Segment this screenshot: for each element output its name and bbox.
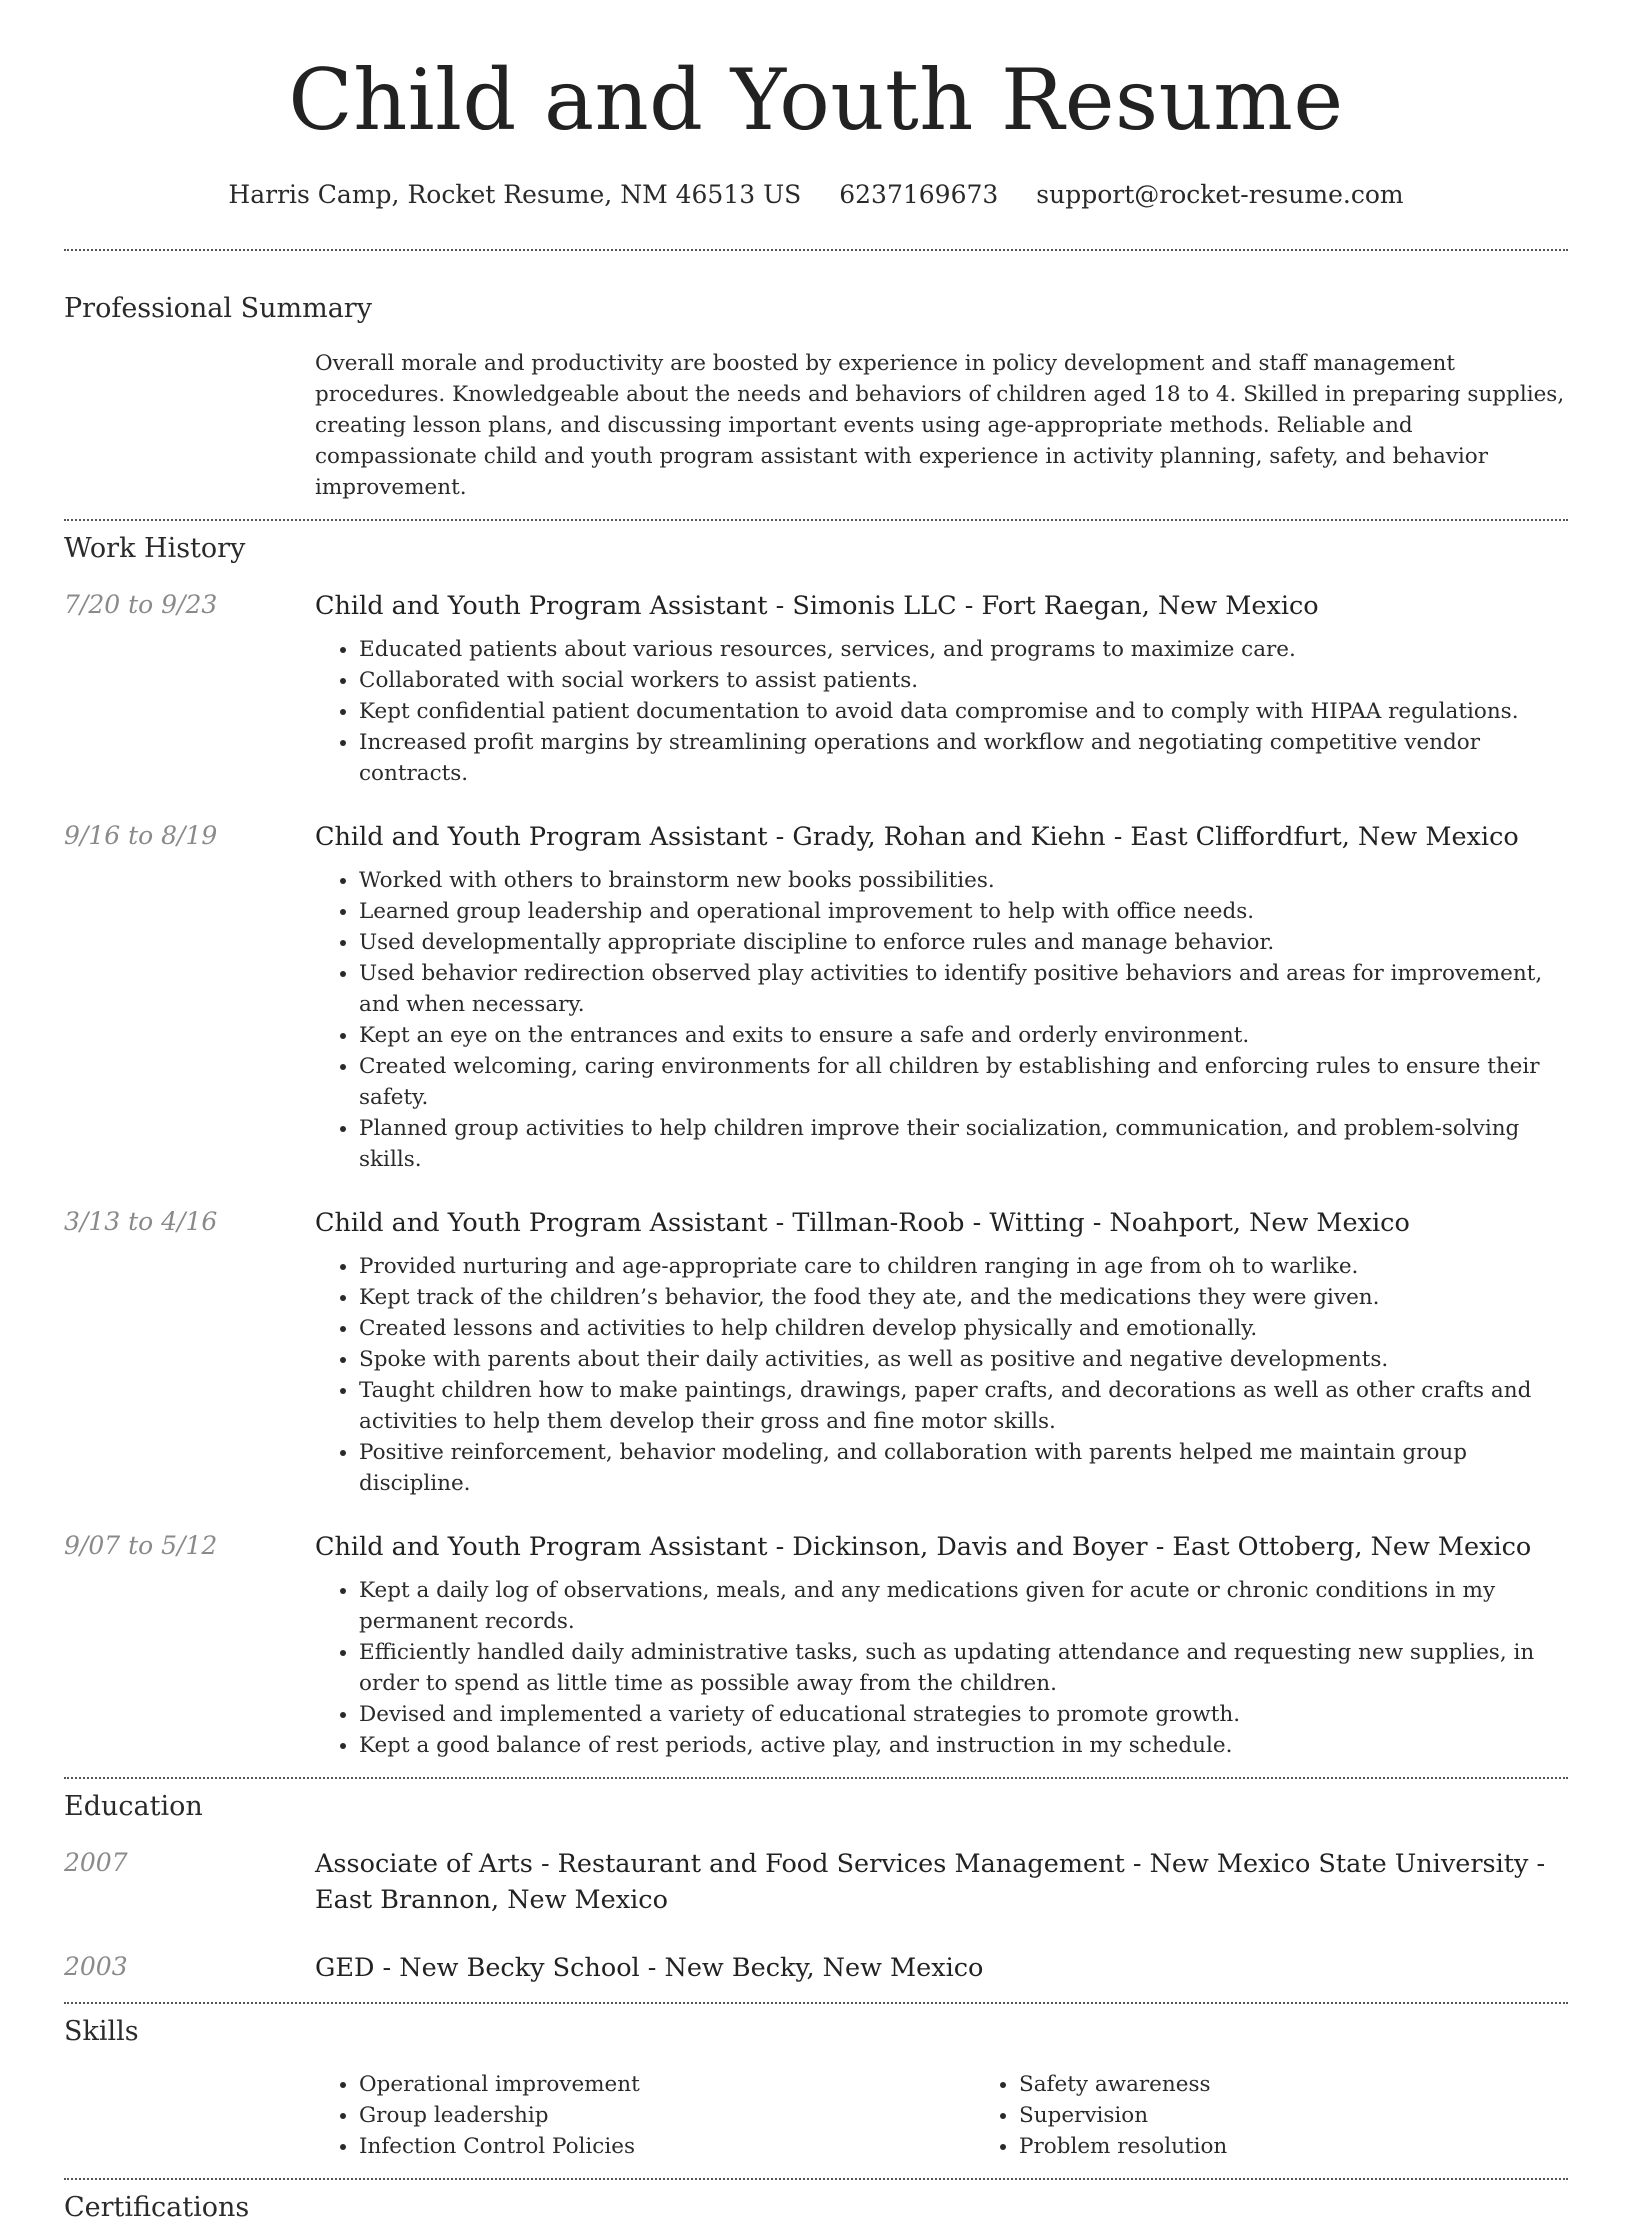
skill-item: • Infection Control Policies xyxy=(359,2131,975,2162)
contact-line xyxy=(64,178,1568,212)
job-bullet: • Spoke with parents about their daily activities, as well as positive and negative developments. xyxy=(359,1344,1568,1375)
skills-list-col1 xyxy=(315,2069,975,2162)
section-divider xyxy=(64,2002,1568,2004)
job-bullet: • Created lessons and activities to help children develop physically and emotionally. xyxy=(359,1313,1568,1344)
job-bullet: • Created welcoming, caring environments for all children by establishing and enforcing rules to ensure their safety. xyxy=(359,1051,1568,1113)
job-bullet: • Used developmentally appropriate discipline to enforce rules and manage behavior. xyxy=(359,927,1568,958)
job-entry xyxy=(64,1529,1568,1761)
section-heading-education: Education xyxy=(64,1791,203,1822)
job-dates: 3/13 to 4/16 xyxy=(64,1207,218,1236)
skill-item: • Group leadership xyxy=(359,2100,975,2131)
education-year: 2003 xyxy=(64,1952,128,1981)
job-bullet: • Taught children how to make paintings, drawings, paper crafts, and decorations as well as other crafts and activities to help them develop their gross and fine motor skills. xyxy=(359,1375,1568,1437)
education-year: 2007 xyxy=(64,1848,128,1877)
job-bullet: • Increased profit margins by streamlining operations and workflow and negotiating competitive vendor contracts. xyxy=(359,727,1568,789)
contact-address: Harris Camp, Rocket Resume, NM 46513 US xyxy=(228,180,802,209)
skills-list-col2 xyxy=(975,2069,1632,2162)
section-divider xyxy=(64,519,1568,521)
job-bullets xyxy=(315,634,1568,789)
job-bullet: • Learned group leadership and operational improvement to help with office needs. xyxy=(359,896,1568,927)
skill-item: • Supervision xyxy=(1019,2100,1632,2131)
skills-row xyxy=(64,2069,1568,2162)
contact-email: support@rocket-resume.com xyxy=(1036,180,1404,209)
job-dates: 7/20 to 9/23 xyxy=(64,590,218,619)
education-title: GED - New Becky School - New Becky, New Mexico xyxy=(315,1953,984,1983)
contact-phone: 6237169673 xyxy=(839,180,999,209)
job-entry xyxy=(64,819,1568,1175)
job-title: Child and Youth Program Assistant - Simonis LLC - Fort Raegan, New Mexico xyxy=(315,591,1319,621)
job-bullets xyxy=(315,1251,1568,1499)
job-bullets xyxy=(315,1575,1568,1761)
education-entry xyxy=(64,1846,1568,1918)
job-bullet: • Provided nurturing and age-appropriate care to children ranging in age from oh to warlike. xyxy=(359,1251,1568,1282)
job-entry xyxy=(64,1205,1568,1499)
education-title: Associate of Arts - Restaurant and Food Services Management - New Mexico State University - East Brannon, New Mexico xyxy=(315,1849,1546,1915)
job-bullet: • Kept a good balance of rest periods, active play, and instruction in my schedule. xyxy=(359,1730,1568,1761)
job-bullet: • Educated patients about various resources, services, and programs to maximize care. xyxy=(359,634,1568,665)
job-bullet: • Worked with others to brainstorm new books possibilities. xyxy=(359,865,1568,896)
skill-item: • Safety awareness xyxy=(1019,2069,1632,2100)
job-bullet: • Efficiently handled daily administrative tasks, such as updating attendance and requesting new supplies, in order to spend as little time as possible away from the children. xyxy=(359,1637,1568,1699)
job-title: Child and Youth Program Assistant - Tillman-Roob - Witting - Noahport, New Mexico xyxy=(315,1208,1410,1238)
education-entry xyxy=(64,1950,1568,1986)
section-divider xyxy=(64,2178,1568,2180)
summary-text: Overall morale and productivity are boosted by experience in policy development and staff management procedures. Knowledgeable about the needs and behaviors of children aged 18 to 4. Skilled in preparing supplies, creating lesson plans, and discussing important events using age-appropriate methods. Reliable and compassionate child and youth program assistant with experience in activity planning, safety, and behavior improvement. xyxy=(315,351,1565,500)
job-dates: 9/07 to 5/12 xyxy=(64,1531,218,1560)
job-bullet: • Kept an eye on the entrances and exits to ensure a safe and orderly environment. xyxy=(359,1020,1568,1051)
summary-row xyxy=(64,348,1568,503)
job-dates: 9/16 to 8/19 xyxy=(64,821,218,850)
job-bullet: • Kept track of the children’s behavior, the food they ate, and the medications they were given. xyxy=(359,1282,1568,1313)
job-bullet: • Kept confidential patient documentation to avoid data compromise and to comply with HIPAA regulations. xyxy=(359,696,1568,727)
job-bullet: • Kept a daily log of observations, meals, and any medications given for acute or chronic conditions in my permanent records. xyxy=(359,1575,1568,1637)
job-bullet: • Used behavior redirection observed play activities to identify positive behaviors and areas for improvement, and when necessary. xyxy=(359,958,1568,1020)
job-bullet: • Positive reinforcement, behavior modeling, and collaboration with parents helped me maintain group discipline. xyxy=(359,1437,1568,1499)
job-title: Child and Youth Program Assistant - Grady, Rohan and Kiehn - East Cliffordfurt, New Mexico xyxy=(315,822,1519,852)
section-divider xyxy=(64,249,1568,251)
job-entry xyxy=(64,588,1568,789)
section-heading-certifications: Certifications xyxy=(64,2192,250,2223)
section-heading-skills: Skills xyxy=(64,2016,139,2047)
job-bullets xyxy=(315,865,1568,1175)
resume-title: Child and Youth Resume xyxy=(288,51,1344,149)
job-title: Child and Youth Program Assistant - Dickinson, Davis and Boyer - East Ottoberg, New Mexico xyxy=(315,1532,1532,1562)
section-heading-summary: Professional Summary xyxy=(64,293,372,324)
job-bullet: • Planned group activities to help children improve their socialization, communication, and problem-solving skills. xyxy=(359,1113,1568,1175)
job-bullet: • Collaborated with social workers to assist patients. xyxy=(359,665,1568,696)
job-bullet: • Devised and implemented a variety of educational strategies to promote growth. xyxy=(359,1699,1568,1730)
skill-item: • Operational improvement xyxy=(359,2069,975,2100)
resume-page xyxy=(64,0,1568,2225)
section-divider xyxy=(64,1777,1568,1779)
skill-item: • Problem resolution xyxy=(1019,2131,1632,2162)
section-heading-work: Work History xyxy=(64,533,246,564)
